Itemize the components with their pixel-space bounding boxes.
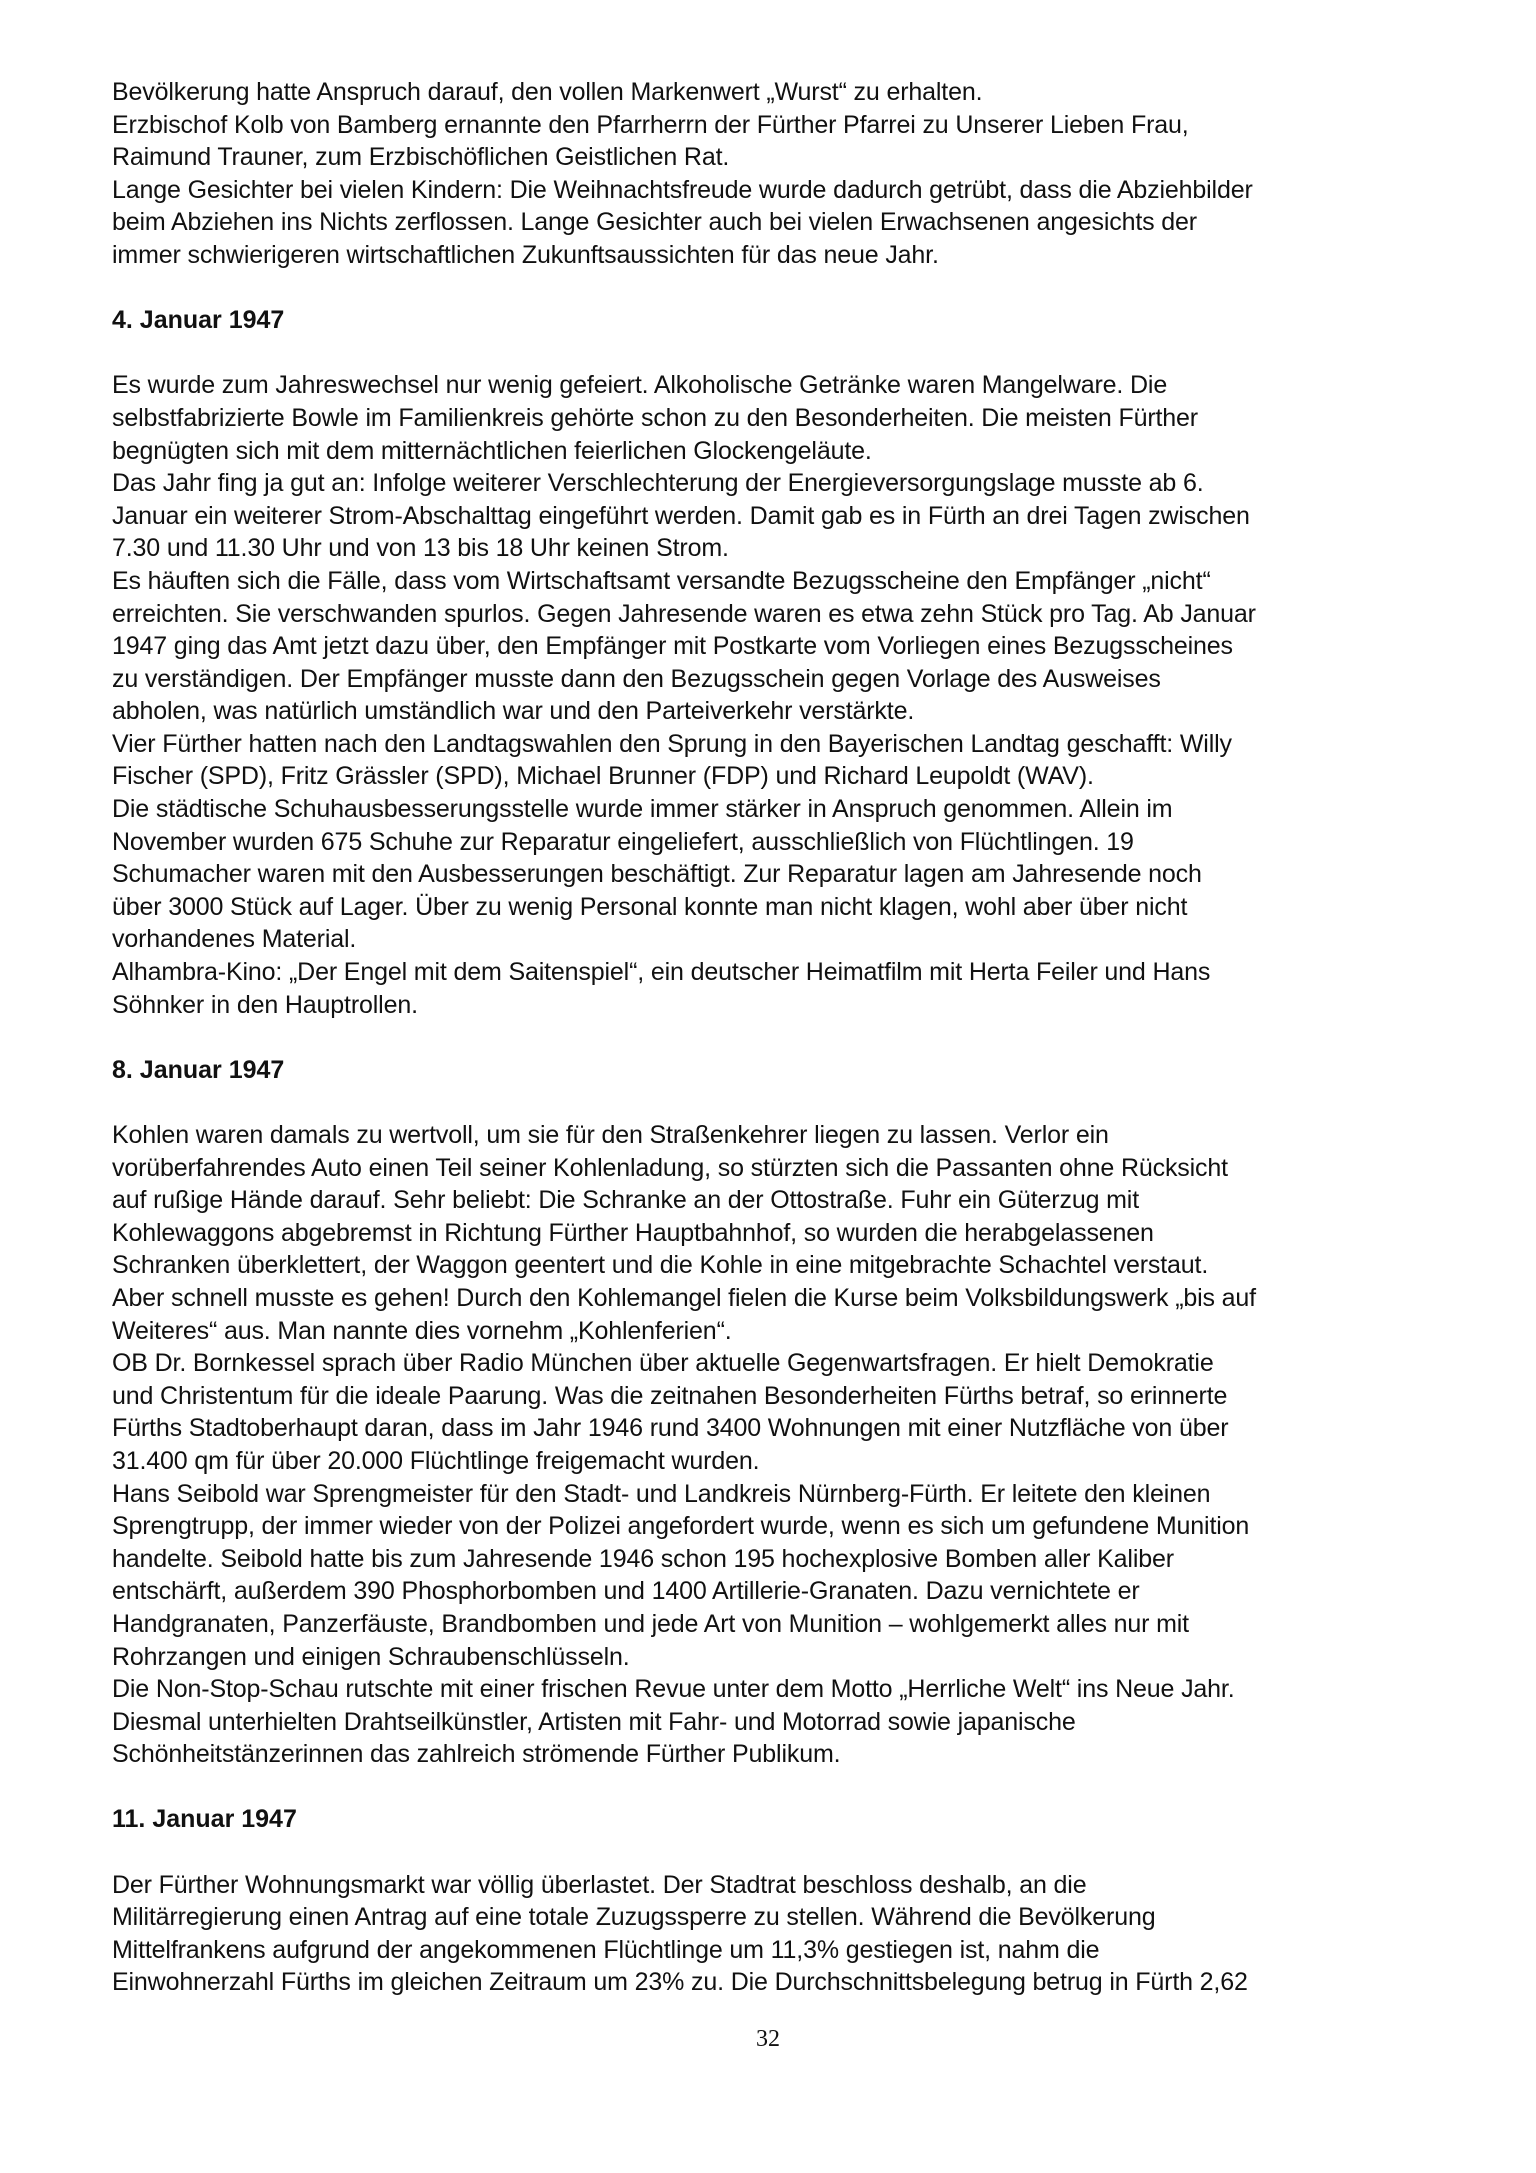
text-line: auf rußige Hände darauf. Sehr beliebt: Die Schranke an der Ottostraße. Fuhr ein Güterzug mit xyxy=(112,1186,1140,1215)
text-line: November wurden 675 Schuhe zur Reparatur eingeliefert, ausschließlich von Flüchtlingen. 19 xyxy=(112,827,1134,856)
text-line: Kohlen waren damals zu wertvoll, um sie für den Straßenkehrer liegen zu lassen. Verlor ein xyxy=(112,1121,1109,1149)
section-4-januar-1947 xyxy=(112,304,1442,1021)
text-line: vorhandenes Material. xyxy=(112,925,357,954)
text-line: über 3000 Stück auf Lager. Über zu wenig Personal konnte man nicht klagen, wohl aber über nicht xyxy=(112,892,1188,921)
section-11-januar-1947 xyxy=(112,1803,1442,1999)
text-line: erreichten. Sie verschwanden spurlos. Gegen Jahresende waren es etwa zehn Stück pro Tag. Ab Januar xyxy=(112,599,1256,628)
section-8-januar-1947 xyxy=(112,1054,1442,1771)
text-line: Das Jahr fing ja gut an: Infolge weiterer Verschlechterung der Energieversorgungslage musste ab 6. xyxy=(112,469,1204,498)
text-line: OB Dr. Bornkessel sprach über Radio München über aktuelle Gegenwartsfragen. Er hielt Demokratie xyxy=(112,1349,1214,1378)
text-line: Es häuften sich die Fälle, dass vom Wirtschaftsamt versandte Bezugsscheine den Empfänger „nicht“ xyxy=(112,566,1211,595)
section-heading: 4. Januar 1947 xyxy=(112,306,285,335)
text-line: Sprengtrupp, der immer wieder von der Polizei angefordert wurde, wenn es sich um gefundene Munition xyxy=(112,1512,1250,1541)
text-line: Söhnker in den Hauptrollen. xyxy=(112,990,418,1019)
text-line: Die städtische Schuhausbesserungsstelle wurde immer stärker in Anspruch genommen. Allein im xyxy=(112,795,1173,824)
text-line: Fürths Stadtoberhaupt daran, dass im Jahr 1946 rund 3400 Wohnungen mit einer Nutzfläche von über xyxy=(112,1414,1229,1443)
text-line: handelte. Seibold hatte bis zum Jahresende 1946 schon 195 hochexplosive Bomben aller Kaliber xyxy=(112,1544,1174,1573)
document-page xyxy=(112,76,1442,1999)
page-number: 32 xyxy=(756,2026,780,2052)
section-heading: 11. Januar 1947 xyxy=(112,1805,297,1834)
text-line: Handgranaten, Panzerfäuste, Brandbomben und jede Art von Munition – wohlgemerkt alles nur mit xyxy=(112,1609,1189,1638)
text-line: Januar ein weiterer Strom-Abschalttag eingeführt werden. Damit gab es in Fürth an drei Tagen zwischen xyxy=(112,501,1250,530)
text-line: Erzbischof Kolb von Bamberg ernannte den Pfarrherrn der Fürther Pfarrei zu Unserer Lieben Frau, xyxy=(112,110,1189,139)
text-line: Alhambra-Kino: „Der Engel mit dem Saitenspiel“, ein deutscher Heimatfilm mit Herta Feiler und Hans xyxy=(112,958,1211,987)
text-line: Vier Fürther hatten nach den Landtagswahlen den Sprung in den Bayerischen Landtag geschafft: Willy xyxy=(112,729,1232,758)
text-line: Raimund Trauner, zum Erzbischöflichen Geistlichen Rat. xyxy=(112,143,730,172)
text-line: Der Fürther Wohnungsmarkt war völlig überlastet. Der Stadtrat beschloss deshalb, an die xyxy=(112,1870,1087,1899)
text-line: Bevölkerung hatte Anspruch darauf, den vollen Markenwert „Wurst“ zu erhalten. xyxy=(112,78,983,106)
text-line: und Christentum für die ideale Paarung. Was die zeitnahen Besonderheiten Fürths betraf, so erinnerte xyxy=(112,1381,1228,1410)
section-continuation xyxy=(112,76,1442,272)
text-line: Militärregierung einen Antrag auf eine totale Zuzugssperre zu stellen. Während die Bevölkerung xyxy=(112,1903,1156,1932)
text-line: Aber schnell musste es gehen! Durch den Kohlemangel fielen die Kurse beim Volksbildungswerk „bis auf xyxy=(112,1283,1256,1312)
text-line: 31.400 qm für über 20.000 Flüchtlinge freigemacht wurden. xyxy=(112,1446,760,1475)
text-line: 7.30 und 11.30 Uhr und von 13 bis 18 Uhr keinen Strom. xyxy=(112,534,729,563)
text-line: beim Abziehen ins Nichts zerflossen. Lange Gesichter auch bei vielen Erwachsenen angesichts der xyxy=(112,208,1197,237)
text-line: Schumacher waren mit den Ausbesserungen beschäftigt. Zur Reparatur lagen am Jahresende noch xyxy=(112,860,1202,889)
text-line: immer schwierigeren wirtschaftlichen Zukunftsaussichten für das neue Jahr. xyxy=(112,240,939,269)
text-line: entschärft, außerdem 390 Phosphorbomben und 1400 Artillerie-Granaten. Dazu vernichtete er xyxy=(112,1577,1140,1606)
text-line: abholen, was natürlich umständlich war und den Parteiverkehr verstärkte. xyxy=(112,697,915,726)
text-line: Kohlewaggons abgebremst in Richtung Fürther Hauptbahnhof, so wurden die herabgelassenen xyxy=(112,1218,1154,1247)
text-line: Lange Gesichter bei vielen Kindern: Die Weihnachtsfreude wurde dadurch getrübt, dass die Abziehbilder xyxy=(112,175,1253,204)
text-line: 1947 ging das Amt jetzt dazu über, den Empfänger mit Postkarte vom Vorliegen eines Bezugsscheines xyxy=(112,632,1233,661)
text-line: Weiteres“ aus. Man nannte dies vornehm „Kohlenferien“. xyxy=(112,1316,732,1345)
text-line: Fischer (SPD), Fritz Grässler (SPD), Michael Brunner (FDP) und Richard Leupoldt (WAV). xyxy=(112,762,1094,791)
text-line: begnügten sich mit dem mitternächtlichen feierlichen Glockengeläute. xyxy=(112,436,872,465)
text-line: Es wurde zum Jahreswechsel nur wenig gefeiert. Alkoholische Getränke waren Mangelware. Die xyxy=(112,371,1168,400)
text-line: vorüberfahrendes Auto einen Teil seiner Kohlenladung, so stürzten sich die Passanten ohne Rücksicht xyxy=(112,1153,1228,1182)
text-line: selbstfabrizierte Bowle im Familienkreis gehörte schon zu den Besonderheiten. Die meisten Fürther xyxy=(112,403,1198,432)
text-line: Diesmal unterhielten Drahtseilkünstler, Artisten mit Fahr- und Motorrad sowie japanische xyxy=(112,1707,1076,1736)
text-line: zu verständigen. Der Empfänger musste dann den Bezugsschein gegen Vorlage des Ausweises xyxy=(112,664,1161,693)
text-line: Hans Seibold war Sprengmeister für den Stadt- und Landkreis Nürnberg-Fürth. Er leitete den kleinen xyxy=(112,1479,1211,1508)
section-heading: 8. Januar 1947 xyxy=(112,1055,285,1084)
text-line: Rohrzangen und einigen Schraubenschlüsseln. xyxy=(112,1642,630,1671)
text-line: Die Non-Stop-Schau rutschte mit einer frischen Revue unter dem Motto „Herrliche Welt“ ins Neue Jahr. xyxy=(112,1675,1235,1704)
text-line: Einwohnerzahl Fürths im gleichen Zeitraum um 23% zu. Die Durchschnittsbelegung betrug in Fürth 2,62 xyxy=(112,1968,1248,1997)
text-line: Schranken überklettert, der Waggon geentert und die Kohle in eine mitgebrachte Schachtel verstaut. xyxy=(112,1251,1209,1280)
text-line: Mittelfrankens aufgrund der angekommenen Flüchtlinge um 11,3% gestiegen ist, nahm die xyxy=(112,1935,1100,1964)
text-line: Schönheitstänzerinnen das zahlreich strömende Fürther Publikum. xyxy=(112,1740,841,1769)
